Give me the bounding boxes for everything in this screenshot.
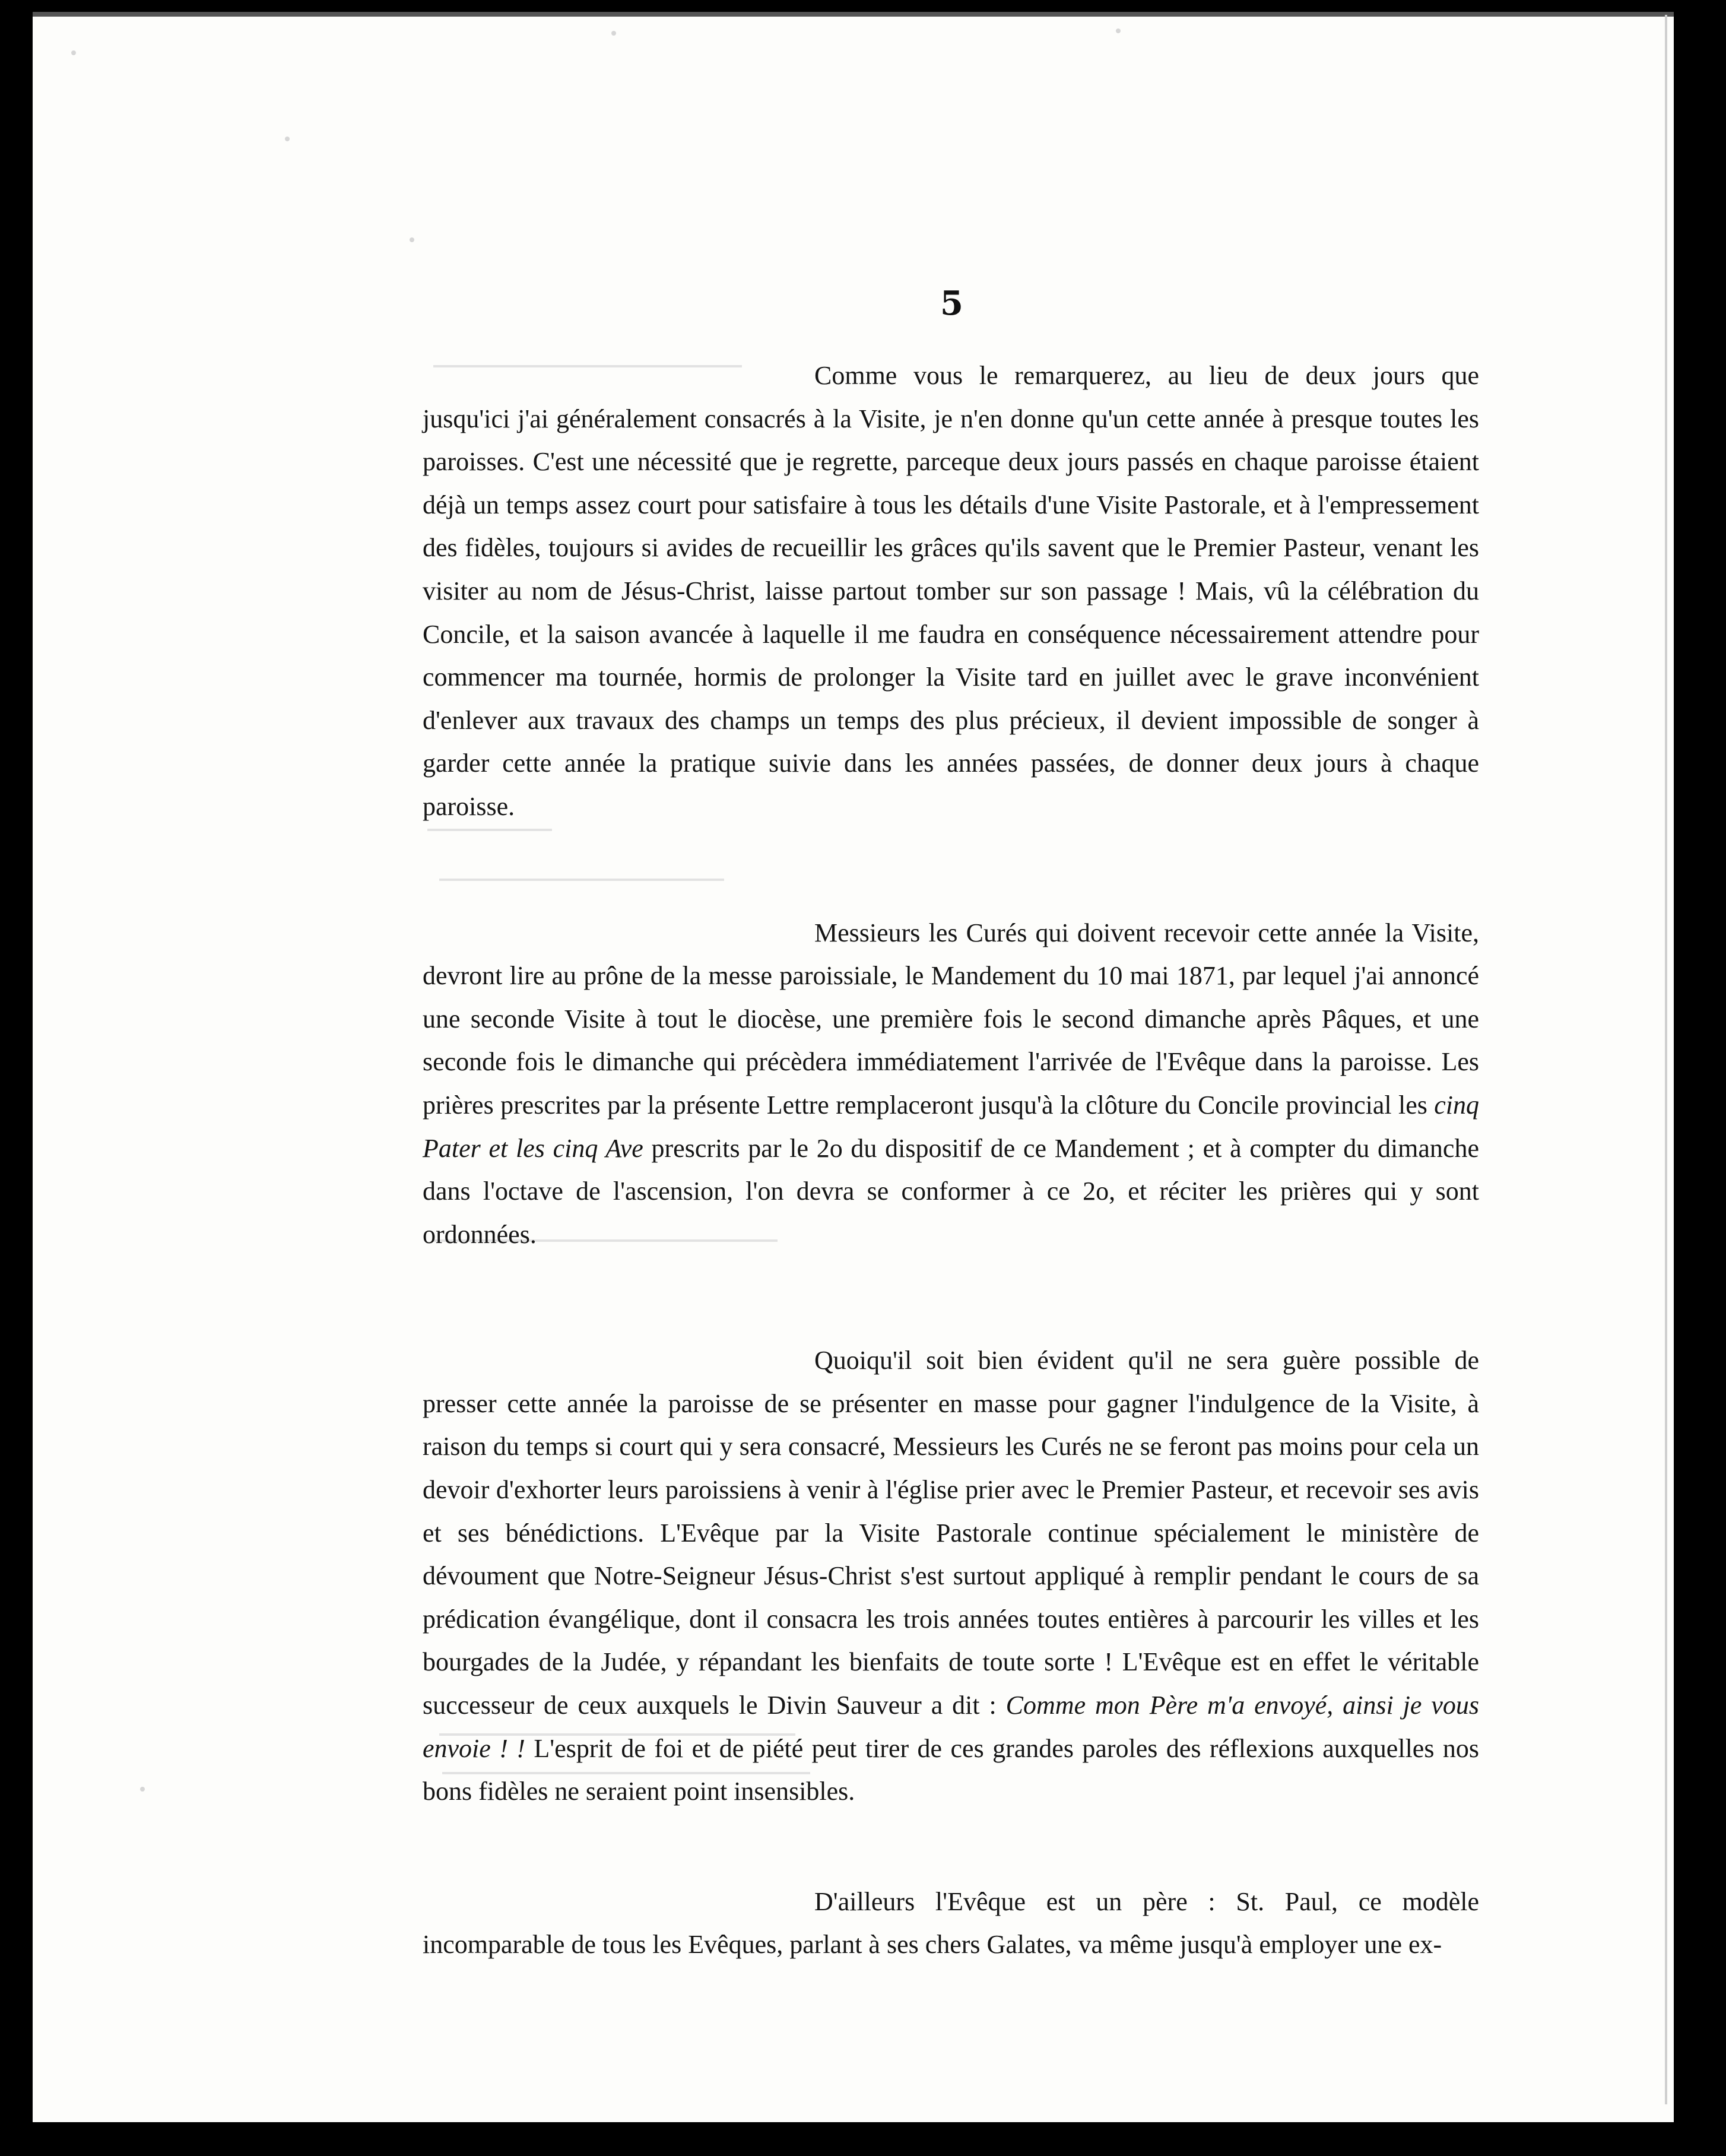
paragraph-4: D'ailleurs l'Evêque est un père : St. Paul, ce modèle incomparable de tous les Evêques, parlant à ses chers Galates, va même jusqu'à employer une ex- xyxy=(423,1886,1479,1960)
page-number: 5 xyxy=(940,284,963,323)
paragraph-3-italic: Comme mon Père m'a envoyé, ainsi je vous envoie ! ! xyxy=(423,1691,1479,1763)
paragraph-3-text-a: Quoiqu'il soit bien évident qu'il ne sera guère possible de presser cette année la paroisse de se présenter en masse pour gagner l'indulgence de la Visite, à raison du temps si court qui y sera consacré, Messieurs les Curés ne se feront pas moins pour cela un devoir d'exhorter leurs paroissiens à venir à l'église prier avec le Premier Pasteur, et recevoir ses avis et ses bénédictions. L'Evêque par la Visite Pastorale continue spécialement le ministère de dévoument que Notre-Seigneur Jésus-Christ s'est surtout appliqué à remplir pendant le cours de sa prédication évangélique, dont il consacra les trois années toutes entières à parcourir les villes et les bourgades de la Judée, y répandant les bienfaits de toute sorte ! L'Evêque est en effet le véritable successeur de ceux auxquels le Divin Sauveur a dit : xyxy=(423,1346,1479,1720)
page-edge-shadow xyxy=(1665,15,1667,2104)
paragraph-3 xyxy=(423,1339,1479,1813)
scan-border-right xyxy=(1674,0,1726,2156)
paragraph-2-text-b: prescrits par le 2o du dispositif de ce Mandement ; et à compter du dimanche dans l'octave de l'ascension, l'on devra se conformer à ce 2o, et réciter les prières qui y sont ordonnées. xyxy=(423,1133,1479,1249)
paper-speck xyxy=(410,237,414,242)
paper-speck xyxy=(285,137,290,141)
paragraph-3-text-b: L'esprit de foi et de piété peut tirer de ces grandes paroles des réflexions auxquelles nos bons fidèles ne seraient point insensibles. xyxy=(423,1733,1479,1806)
paper-speck xyxy=(611,31,616,36)
body-text xyxy=(423,354,1479,1967)
paper-speck xyxy=(140,1787,145,1792)
paper-speck xyxy=(1116,28,1121,33)
paragraph-1: Comme vous le remarquerez, au lieu de deux jours que jusqu'ici j'ai généralement consacrés à la Visite, je n'en donne qu'un cette année à presque toutes les paroisses. C'est une nécessité que je regrette, parceque deux jours passés en chaque paroisse étaient déjà un temps assez court pour satisfaire à tous les détails d'une Visite Pastorale, et à l'empressement des fidèles, toujours si avides de recueillir les grâces qu'ils savent que le Premier Pasteur, venant les visiter au nom de Jésus-Christ, laisse partout tomber sur son passage ! Mais, vû la célébration du Concile, et la saison avancée à laquelle il me faudra en conséquence nécessairement attendre pour commencer ma tournée, hormis de prolonger la Visite tard en juillet avec le grave inconvénient d'enlever aux travaux des champs un temps des plus précieux, il devient impossible de songer à garder cette année la pratique suivie dans les années passées, de donner deux jours à chaque paroisse. xyxy=(423,361,1479,821)
paragraph-2-italic: cinq Pater et les cinq Ave xyxy=(423,1090,1479,1163)
paragraph-2 xyxy=(423,912,1479,1257)
paper-speck xyxy=(71,50,76,55)
paragraph-2-text-a: Messieurs les Curés qui doivent recevoir cette année la Visite, devront lire au prône de la messe paroissiale, le Mandement du 10 mai 1871, par lequel j'ai annoncé une seconde Visite à tout le diocèse, une première fois le second dimanche après Pâques, et une seconde fois le dimanche qui précèdera immédiatement l'arrivée de l'Evêque dans la paroisse. Les prières prescrites par la présente Lettre remplaceront jusqu'à la clôture du Concile provincial les xyxy=(423,918,1479,1120)
